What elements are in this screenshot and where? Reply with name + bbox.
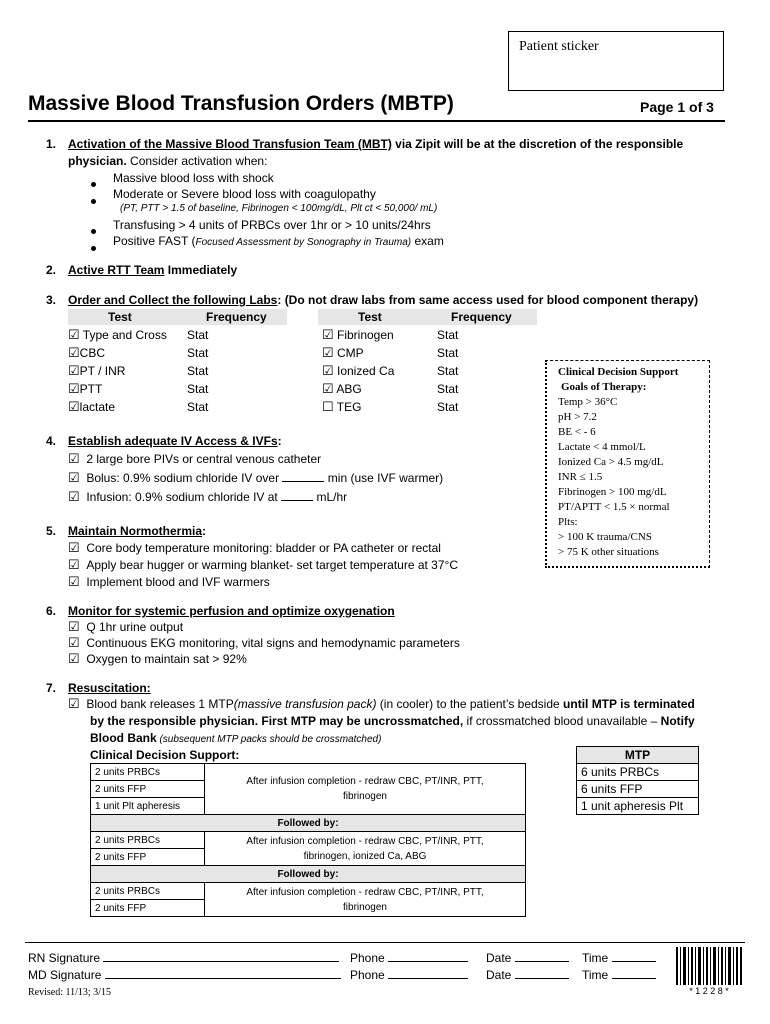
bullet-icon <box>91 223 96 237</box>
cds-line: Temp > 36°C <box>558 396 618 408</box>
cds-line: Plts: <box>558 516 578 528</box>
s1-bullet-1: Massive blood loss with shock <box>113 171 274 185</box>
cds-line: Fibrinogen > 100 mg/dL <box>558 486 667 498</box>
rn-signature-line <box>103 961 339 962</box>
lab-row[interactable]: ☑ CMP Stat <box>322 345 459 360</box>
barcode-text: * 1 2 2 8 * <box>689 986 729 996</box>
cds-line: pH > 7.2 <box>558 411 597 423</box>
cds-line: > 75 K other situations <box>558 546 659 558</box>
cds-subtitle: Goals of Therapy: <box>561 381 647 393</box>
patient-sticker-box <box>508 31 724 91</box>
followed-by-row: Followed by: <box>91 866 526 883</box>
s6-item-1[interactable]: ☑ Q 1hr urine output <box>68 619 184 634</box>
resuscitation-table: 2 units PRBCs After infusion completion - redraw CBC, PT/INR, PTT, fibrinogen 2 units FFP 1 unit Plt apheresis Followed by: 2 units PRBCs After infusion completion - redraw CBC, PT/INR, PTT, fibrinogen, ionized Ca, ABG 2 units FFP Followed by: 2 units PRBCs After infusion completion - redraw CBC, PT/INR, PTT, fibrinogen 2 units FFP <box>90 763 526 917</box>
s5-number: 5. <box>46 524 57 538</box>
checked-box-icon: ☑ <box>68 635 80 650</box>
s4-item-3[interactable]: ☑ Infusion: 0.9% sodium chloride IV at mL/hr <box>68 489 348 504</box>
lab-row[interactable]: ☑ Ionized Ca Stat <box>322 363 459 378</box>
s5-item-2[interactable]: ☑ Apply bear hugger or warming blanket- set target temperature at 37°C <box>68 557 458 572</box>
s1-number: 1. <box>46 137 57 151</box>
checked-box-icon: ☑ <box>322 345 334 360</box>
followed-by-row: Followed by: <box>91 815 526 832</box>
checked-box-icon: ☑ <box>68 399 80 414</box>
md-signature-line <box>105 978 341 979</box>
s7-line-2: by the responsible physician. First MTP may be uncrossmatched, if crossmatched blood unavailable – Notify <box>90 714 695 728</box>
md-signature[interactable]: MD Signature <box>28 968 341 982</box>
infusion-rate-blank <box>281 500 313 501</box>
mtp-table: MTP 6 units PRBCs 6 units FFP 1 unit apheresis Plt <box>576 746 699 815</box>
rn-phone[interactable]: Phone <box>350 951 468 965</box>
lab-row[interactable]: ☑ Type and Cross Stat <box>68 327 209 342</box>
cds-line: PT/APTT < 1.5 × normal <box>558 501 670 513</box>
checked-box-icon: ☑ <box>68 540 80 555</box>
checked-box-icon: ☑ <box>68 619 80 634</box>
cds-line: Ionized Ca > 4.5 mg/dL <box>558 456 664 468</box>
revised-date: Revised: 11/13; 3/15 <box>28 987 111 998</box>
bullet-icon <box>91 176 96 190</box>
barcode-icon <box>676 947 742 985</box>
checked-box-icon: ☑ <box>68 451 80 466</box>
s4-item-2[interactable]: ☑ Bolus: 0.9% sodium chloride IV over min (use IVF warmer) <box>68 470 444 485</box>
s4-item-1[interactable]: ☑ 2 large bore PIVs or central venous catheter <box>68 451 322 466</box>
mtp-header: MTP <box>577 747 699 764</box>
s3-heading: Order and Collect the following Labs: (Do not draw labs from same access used for blood component therapy) <box>68 293 699 307</box>
s7-line-3: Blood Bank (subsequent MTP packs should be crossmatched) <box>90 731 382 745</box>
empty-box-icon: ☐ <box>322 399 334 414</box>
checked-box-icon: ☑ <box>68 489 80 504</box>
s5-item-3[interactable]: ☑ Implement blood and IVF warmers <box>68 574 270 589</box>
s1-heading-line2: physician. Consider activation when: <box>68 154 268 168</box>
bullet-icon <box>91 240 96 254</box>
clinical-decision-support-box <box>545 360 710 568</box>
bolus-minutes-blank <box>282 481 324 482</box>
s7-number: 7. <box>46 681 57 695</box>
lab-row[interactable]: ☑PT / INR Stat <box>68 363 209 378</box>
s7-line-1[interactable]: ☑ Blood bank releases 1 MTP(massive transfusion pack) (in cooler) to the patient’s bedside until MTP is terminated <box>68 696 695 711</box>
checked-box-icon: ☑ <box>68 574 80 589</box>
lab-row[interactable]: ☑PTT Stat <box>68 381 209 396</box>
s6-item-3[interactable]: ☑ Oxygen to maintain sat > 92% <box>68 651 247 666</box>
s1-bullet-2-sub: (PT, PTT > 1.5 of baseline, Fibrinogen < 100mg/dL, Plt ct < 50,000/ mL) <box>120 203 438 214</box>
footer-rule <box>25 942 745 943</box>
s4-number: 4. <box>46 434 57 448</box>
s2-number: 2. <box>46 263 57 277</box>
lab-table-right-header: Test Frequency <box>318 309 537 325</box>
s1-heading: Activation of the Massive Blood Transfusion Team (MBT) via Zipit will be at the discretion of the responsible <box>68 137 684 151</box>
md-phone[interactable]: Phone <box>350 968 468 982</box>
s1-bullet-3: Transfusing > 4 units of PRBCs over 1hr or > 10 units/24hrs <box>113 218 431 232</box>
page-title: Massive Blood Transfusion Orders (MBTP) <box>28 92 454 115</box>
s7-cds-heading: Clinical Decision Support: <box>90 748 240 762</box>
cds-line: INR ≤ 1.5 <box>558 471 603 483</box>
lab-row[interactable]: ☐ TEG Stat <box>322 399 459 414</box>
s5-heading: Maintain Normothermia: <box>68 524 207 538</box>
rn-signature[interactable]: RN Signature <box>28 951 339 965</box>
rn-date[interactable]: Date <box>486 951 569 965</box>
checked-box-icon: ☑ <box>68 651 80 666</box>
lab-row[interactable]: ☑ Fibrinogen Stat <box>322 327 459 342</box>
s5-item-1[interactable]: ☑ Core body temperature monitoring: bladder or PA catheter or rectal <box>68 540 441 555</box>
page-number: Page 1 of 3 <box>640 99 714 115</box>
checked-box-icon: ☑ <box>68 696 80 711</box>
patient-sticker-label: Patient sticker <box>519 39 599 54</box>
s3-number: 3. <box>46 293 57 307</box>
s7-heading: Resuscitation: <box>68 681 151 695</box>
lab-list-right <box>322 327 459 418</box>
checked-box-icon: ☑ <box>68 363 80 378</box>
md-time[interactable]: Time <box>582 968 656 982</box>
checked-box-icon: ☑ <box>68 381 80 396</box>
cds-line: BE < - 6 <box>558 426 596 438</box>
lab-table-left-header: Test Frequency <box>68 309 287 325</box>
lab-row[interactable]: ☑ ABG Stat <box>322 381 459 396</box>
checked-box-icon: ☑ <box>322 363 334 378</box>
checked-box-icon: ☑ <box>68 327 80 342</box>
title-rule <box>28 120 725 122</box>
checked-box-icon: ☑ <box>68 557 80 572</box>
cds-line: > 100 K trauma/CNS <box>558 531 652 543</box>
lab-row[interactable]: ☑CBC Stat <box>68 345 209 360</box>
lab-row[interactable]: ☑lactate Stat <box>68 399 209 414</box>
s2-heading: Active RTT Team Immediately <box>68 263 238 277</box>
s6-heading: Monitor for systemic perfusion and optimize oxygenation <box>68 604 395 618</box>
checked-box-icon: ☑ <box>68 345 80 360</box>
s4-heading: Establish adequate IV Access & IVFs: <box>68 434 282 448</box>
s6-number: 6. <box>46 604 57 618</box>
checked-box-icon: ☑ <box>322 381 334 396</box>
checked-box-icon: ☑ <box>68 470 80 485</box>
md-date[interactable]: Date <box>486 968 569 982</box>
lab-list-left <box>68 327 209 418</box>
cds-line: Lactate < 4 mmol/L <box>558 441 646 453</box>
rn-time[interactable]: Time <box>582 951 656 965</box>
bullet-icon <box>91 193 96 207</box>
s1-bullet-2: Moderate or Severe blood loss with coagulopathy <box>113 187 376 201</box>
s6-item-2[interactable]: ☑ Continuous EKG monitoring, vital signs and hemodynamic parameters <box>68 635 460 650</box>
cds-title: Clinical Decision Support <box>558 366 679 378</box>
checked-box-icon: ☑ <box>322 327 334 342</box>
s1-bullet-4: Positive FAST (Focused Assessment by Sonography in Trauma) exam <box>113 234 444 248</box>
